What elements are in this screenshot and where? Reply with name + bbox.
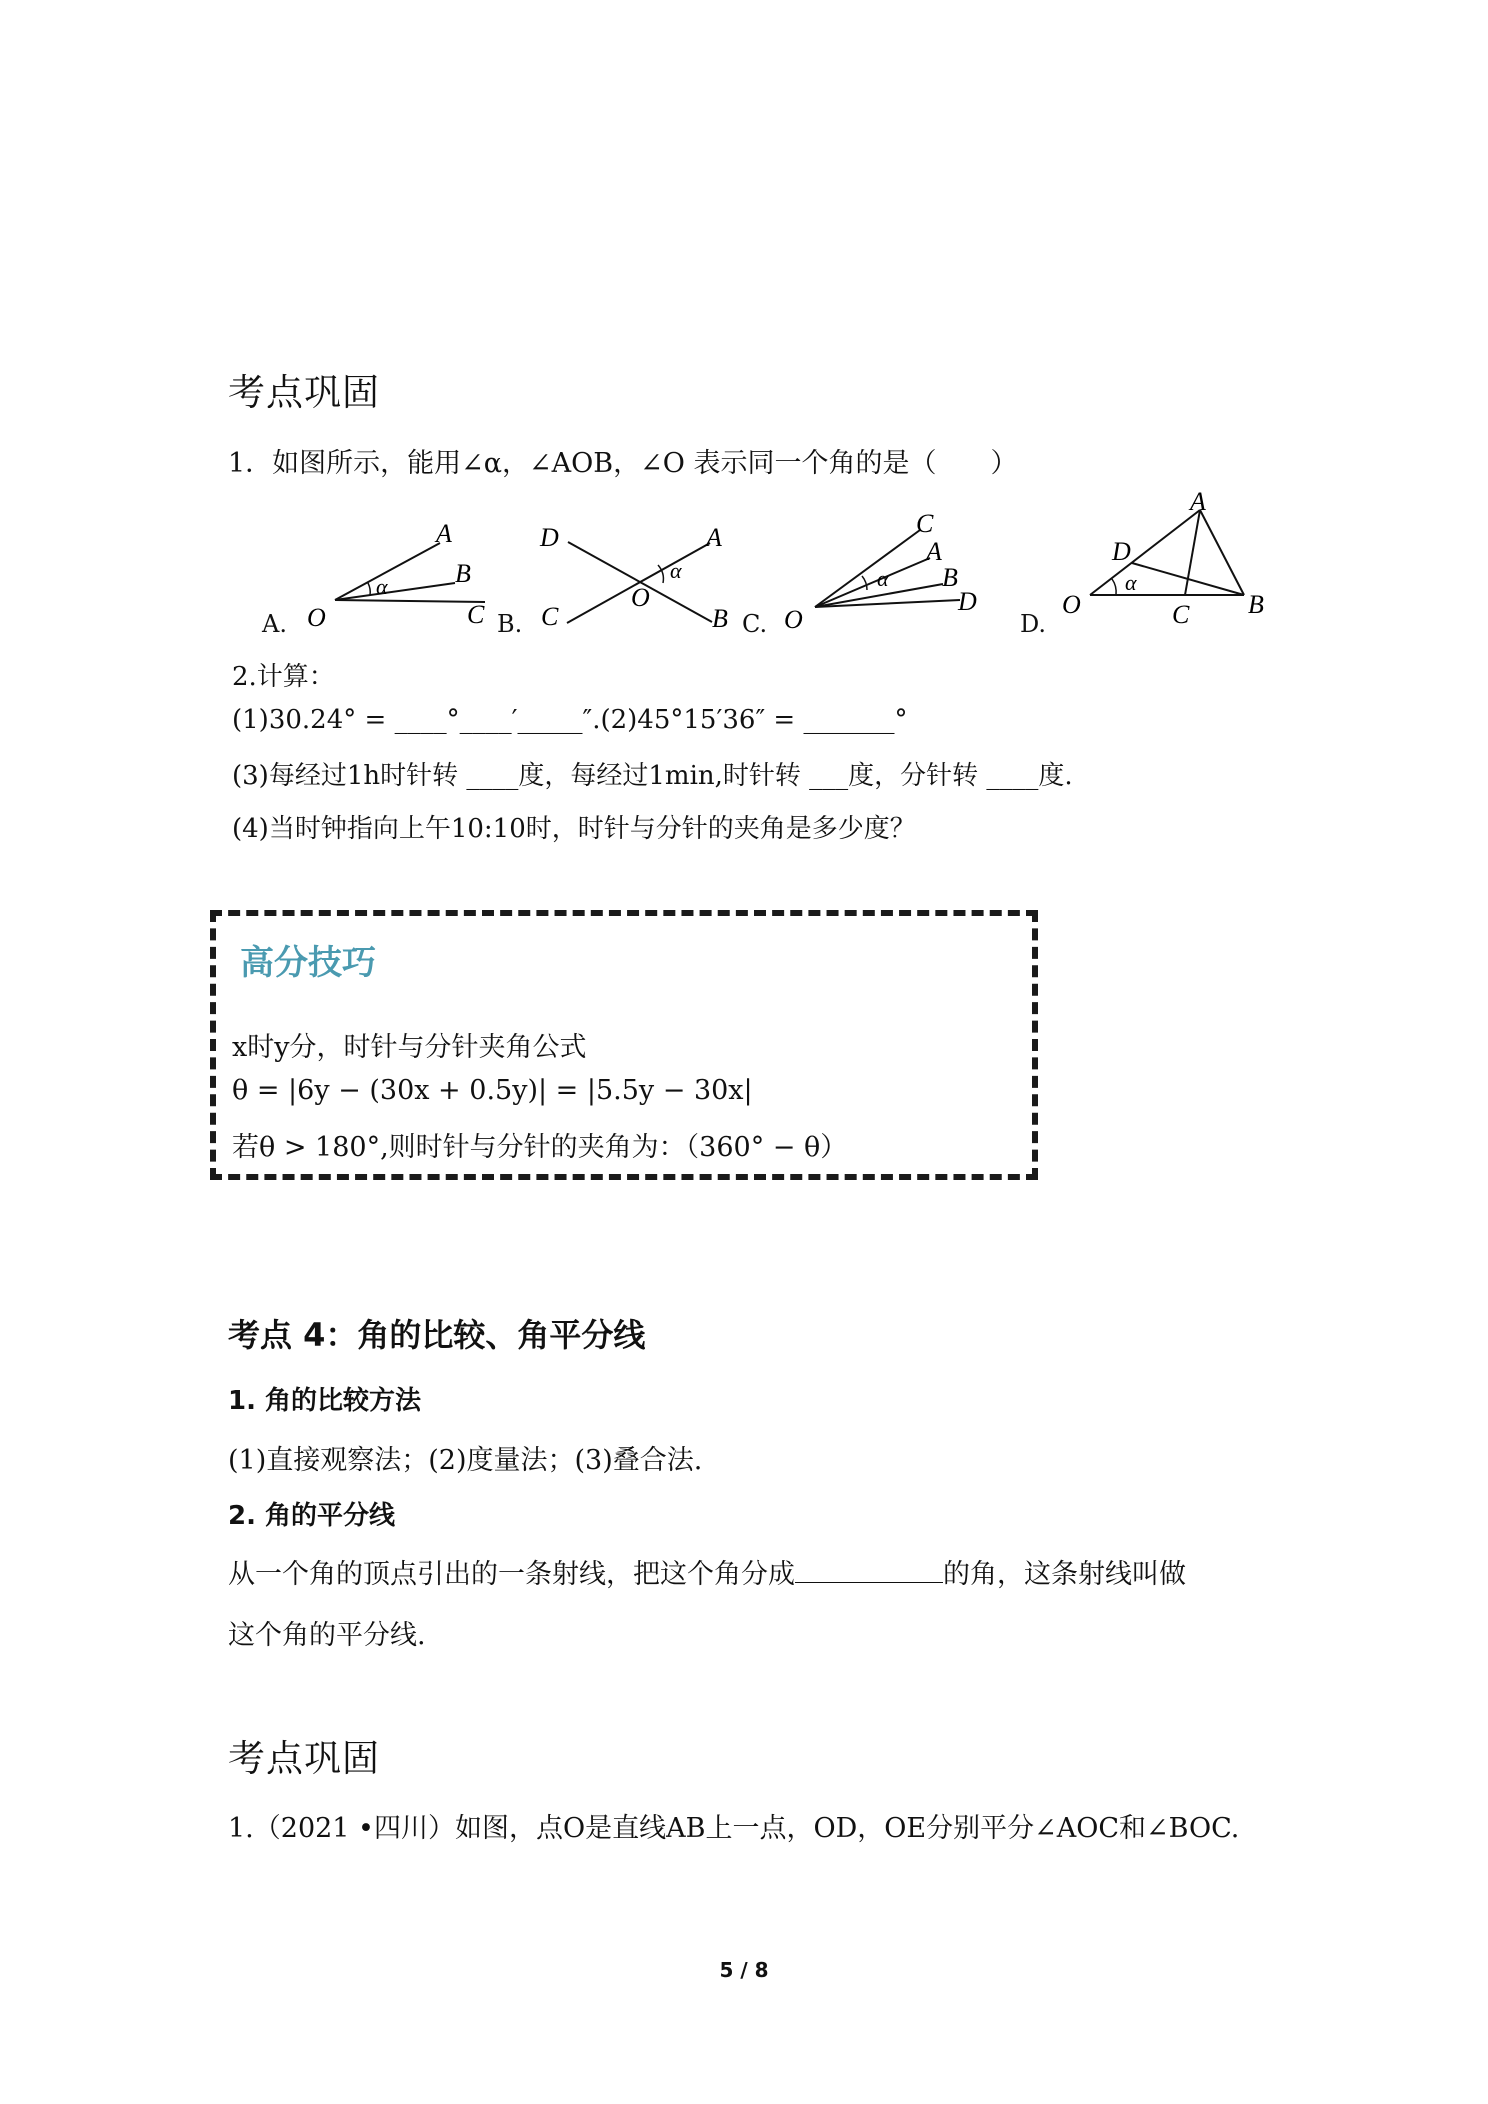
figure-option-d <box>1062 487 1264 629</box>
calc-line-4: (4)当时钟指向上午10:10时，时针与分针的夹角是多少度？ <box>232 814 916 844</box>
calc-line-1 <box>232 705 907 735</box>
section-heading-consolidate: 考点巩固 <box>228 371 380 414</box>
question-last-text: 1.（2021 •四川）如图，点O是直线AB上一点，OD，OE分别平分∠AOC和∠BOC. <box>228 1813 1240 1844</box>
subsection-2-title: 2. 角的平分线 <box>228 1501 396 1531</box>
label-o: O <box>631 583 650 612</box>
label-alpha: α <box>376 574 388 599</box>
tip-line-3: 若θ > 180°,则时针与分针的夹角为：（360° − θ） <box>232 1132 848 1163</box>
label-b: B <box>712 604 728 633</box>
subsection-1-title: 1. 角的比较方法 <box>228 1386 422 1416</box>
figure-option-a <box>307 519 485 632</box>
calc-line-3: (3)每经过1h时针转 ____度，每经过1min,时针转 ___度，分针转 ____度. <box>232 761 1073 791</box>
label-b: B <box>942 563 958 592</box>
tip-formula: θ = |6y − (30x + 0.5y)| = |5.5y − 30x| <box>232 1075 753 1106</box>
label-alpha: α <box>670 558 682 583</box>
page-number: 5 / 8 <box>719 1958 769 1982</box>
label-a: A <box>436 519 452 548</box>
section-heading-consolidate-2: 考点巩固 <box>228 1737 380 1780</box>
subsection-1-text: (1)直接观察法；(2)度量法；(3)叠合法. <box>228 1445 703 1476</box>
option-b-label: B. <box>497 610 523 638</box>
label-a: A <box>1190 487 1206 516</box>
label-alpha: α <box>877 566 889 591</box>
label-a: A <box>926 537 942 566</box>
option-d-label: D. <box>1020 610 1047 638</box>
label-c: C <box>467 600 485 629</box>
tip-title: 高分技巧 <box>240 943 376 983</box>
option-a-label: A. <box>262 610 287 638</box>
label-o: O <box>1062 590 1081 619</box>
question-1-text: 1．如图所示，能用∠α，∠AOB，∠O 表示同一个角的是（ ） <box>228 448 1018 479</box>
label-c: C <box>541 602 559 631</box>
figure-option-b <box>539 523 728 633</box>
label-alpha: α <box>1125 570 1137 595</box>
label-o: O <box>784 605 803 634</box>
calc-line-1b: .(2)45°15′36″ = _______° <box>592 705 908 735</box>
subsection-2-text-line-1 <box>228 1552 1186 1591</box>
label-d: D <box>540 523 559 552</box>
label-d: D <box>958 587 977 616</box>
label-b: B <box>1248 590 1264 619</box>
subsection-2-text-line-2: 这个角的平分线. <box>228 1620 426 1651</box>
label-c: C <box>916 509 934 538</box>
calc-line-1a: (1)30.24° = ____°____′_____″ <box>232 705 593 735</box>
option-c-label: C. <box>742 610 768 638</box>
calc-heading: 2.计算： <box>232 662 335 692</box>
question-1-figures <box>250 487 1300 645</box>
bisector-text-a: 从一个角的顶点引出的一条射线，把这个角分成 <box>228 1559 795 1590</box>
label-c: C <box>1172 600 1190 629</box>
bisector-text-b: 的角，这条射线叫做 <box>943 1559 1186 1590</box>
label-b: B <box>455 559 471 588</box>
label-o: O <box>307 603 326 632</box>
tip-line-1: x时y分，时针与分针夹角公式 <box>232 1032 587 1063</box>
section-4-title: 考点 4：角的比较、角平分线 <box>228 1316 646 1354</box>
blank-underline <box>795 1560 943 1583</box>
label-d: D <box>1112 537 1131 566</box>
figure-option-c <box>784 509 977 634</box>
label-a: A <box>706 523 722 552</box>
